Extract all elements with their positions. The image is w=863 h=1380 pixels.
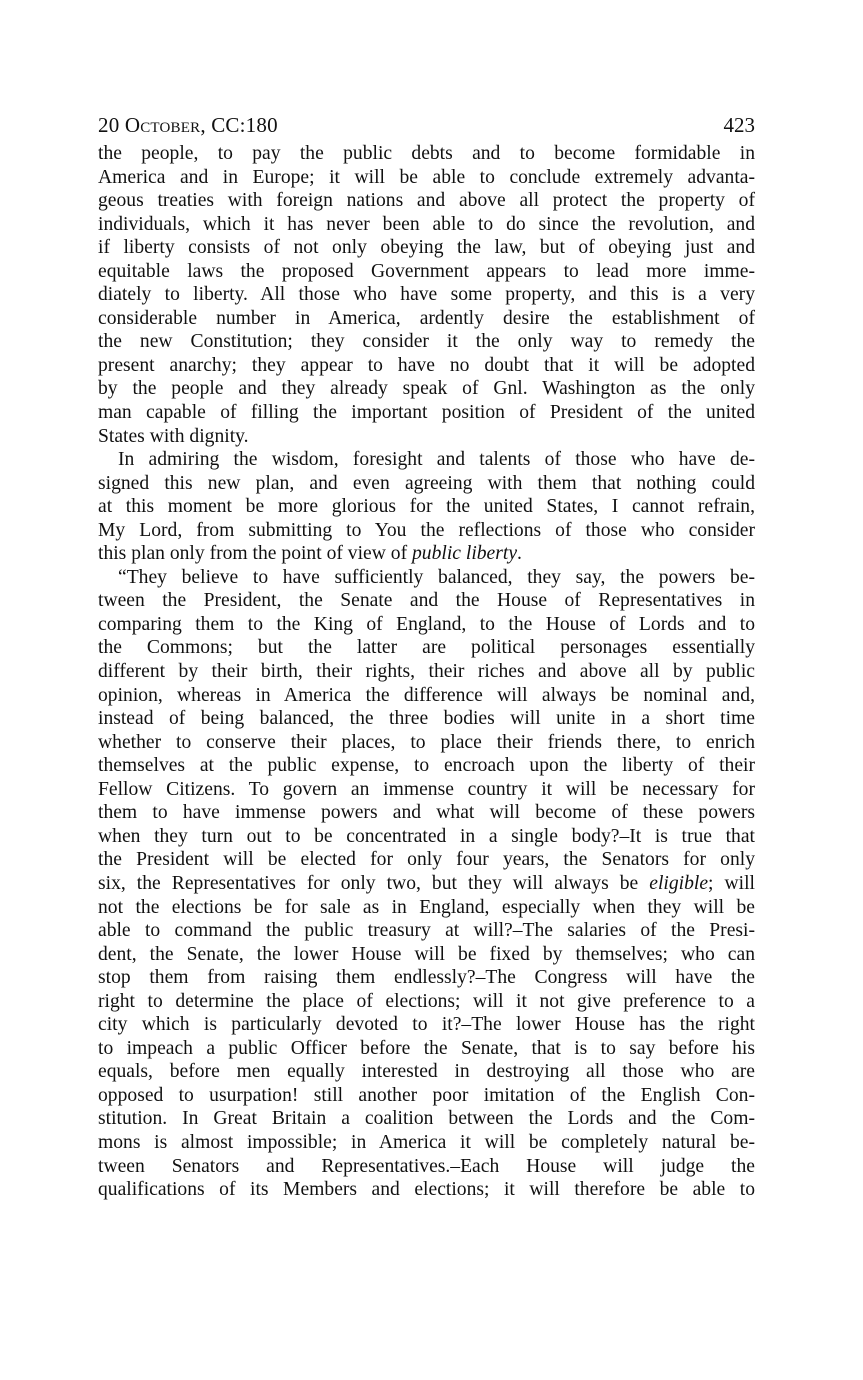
text-line <box>98 825 755 849</box>
text-line <box>98 1060 755 1084</box>
text-segment: equals, before men equally interested in destroying all those who are <box>98 1061 755 1083</box>
text-segment: the new Constitution; they consider it the only way to remedy the <box>98 331 755 353</box>
text-line <box>98 731 755 755</box>
text-segment: States with dignity. <box>98 425 249 447</box>
text-line <box>98 330 755 354</box>
text-segment: man capable of filling the important position of President of the united <box>98 402 755 424</box>
text-line <box>98 1084 755 1108</box>
text-segment: dent, the Senate, the lower House will be fixed by themselves; who can <box>98 943 755 965</box>
text-line <box>98 425 755 449</box>
text-segment: . <box>517 543 522 565</box>
text-segment: six, the Representatives for only two, but they will always be <box>98 872 650 894</box>
text-segment: opposed to usurpation! still another poor imitation of the English Con- <box>98 1084 755 1106</box>
text-segment: right to determine the place of elections; will it not give preference to a <box>98 990 755 1012</box>
book-page <box>98 112 755 1202</box>
text-line <box>98 613 755 637</box>
text-segment: diately to liberty. All those who have some property, and this is a very <box>98 284 755 306</box>
text-segment: city which is particularly devoted to it?–The lower House has the right <box>98 1014 755 1036</box>
running-head <box>98 112 755 142</box>
text-segment: tween the President, the Senate and the House of Representatives in <box>98 590 755 612</box>
text-line <box>98 801 755 825</box>
text-segment: to impeach a public Officer before the Senate, that is to say before his <box>98 1037 755 1059</box>
text-line <box>98 966 755 990</box>
text-line <box>98 872 755 896</box>
text-segment: the Commons; but the latter are political personages essentially <box>98 637 755 659</box>
text-line <box>98 1107 755 1131</box>
text-segment: considerable number in America, ardently desire the establishment of <box>98 307 755 329</box>
text-segment: present anarchy; they appear to have no doubt that it will be adopted <box>98 354 755 376</box>
text-segment: ; will <box>708 872 755 894</box>
page-number: 423 <box>723 113 755 137</box>
text-segment: comparing them to the King of England, to the House of Lords and to <box>98 613 755 635</box>
text-line <box>98 990 755 1014</box>
text-line <box>98 542 755 566</box>
text-line <box>98 377 755 401</box>
text-line <box>98 589 755 613</box>
text-segment: mons is almost impossible; in America it will be completely natural be- <box>98 1131 755 1153</box>
text-line <box>98 684 755 708</box>
text-segment: Fellow Citizens. To govern an immense country it will be necessary for <box>98 778 755 800</box>
text-line <box>98 283 755 307</box>
text-line <box>98 660 755 684</box>
text-segment: geous treaties with foreign nations and above all protect the property of <box>98 190 755 212</box>
text-line <box>98 142 755 166</box>
text-segment: signed this new plan, and even agreeing with them that nothing could <box>98 472 755 494</box>
text-segment: America and in Europe; it will be able to conclude extremely advanta- <box>98 166 755 188</box>
text-line <box>98 636 755 660</box>
text-segment: tween Senators and Representatives.–Each House will judge the <box>98 1155 755 1177</box>
text-line <box>98 943 755 967</box>
text-segment: not the elections be for sale as in England, especially when they will be <box>98 896 755 918</box>
text-line <box>98 519 755 543</box>
text-segment: by the people and they already speak of Gnl. Washington as the only <box>98 378 755 400</box>
text-line <box>98 848 755 872</box>
italic-text-segment: eligible <box>649 872 709 894</box>
text-segment: In admiring the wisdom, foresight and talents of those who have de- <box>118 449 755 471</box>
text-line <box>98 1131 755 1155</box>
text-segment: “They believe to have sufficiently balanced, they say, the powers be- <box>118 566 755 588</box>
text-line <box>98 213 755 237</box>
text-segment: different by their birth, their rights, their riches and above all by public <box>98 661 755 683</box>
body-text <box>98 142 755 1202</box>
text-line <box>98 707 755 731</box>
text-segment: stop them from raising them endlessly?–The Congress will have the <box>98 967 755 989</box>
text-segment: themselves at the public expense, to encroach upon the liberty of their <box>98 755 755 777</box>
text-line <box>98 1178 755 1202</box>
text-segment: equitable laws the proposed Government appears to lead more imme- <box>98 260 755 282</box>
text-segment: My Lord, from submitting to You the reflections of those who consider <box>98 519 755 541</box>
text-line <box>98 495 755 519</box>
text-line <box>98 896 755 920</box>
text-line <box>98 919 755 943</box>
text-line <box>98 236 755 260</box>
text-segment: instead of being balanced, the three bodies will unite in a short time <box>98 708 755 730</box>
text-segment: whether to conserve their places, to place their friends there, to enrich <box>98 731 755 753</box>
text-segment: qualifications of its Members and elections; it will therefore be able to <box>98 1179 755 1201</box>
text-segment: the people, to pay the public debts and to become formidable in <box>98 143 755 164</box>
text-segment: at this moment be more glorious for the united States, I cannot refrain, <box>98 496 755 518</box>
text-segment: this plan only from the point of view of <box>98 543 412 565</box>
text-line <box>98 401 755 425</box>
text-line <box>98 260 755 284</box>
text-line <box>98 778 755 802</box>
italic-text-segment: public liberty <box>412 543 518 565</box>
text-segment: individuals, which it has never been able to do since the revolution, and <box>98 213 755 235</box>
text-line <box>98 1037 755 1061</box>
text-line <box>98 1013 755 1037</box>
text-segment: stitution. In Great Britain a coalition between the Lords and the Com- <box>98 1108 755 1130</box>
text-segment: opinion, whereas in America the difference will always be nominal and, <box>98 684 755 706</box>
text-segment: able to command the public treasury at will?–The salaries of the Presi- <box>98 920 755 942</box>
text-line <box>98 189 755 213</box>
running-head-title: 20 October, CC:180 <box>98 113 278 137</box>
text-segment: if liberty consists of not only obeying the law, but of obeying just and <box>98 237 755 259</box>
text-line <box>98 354 755 378</box>
text-line <box>98 1155 755 1179</box>
text-line <box>98 472 755 496</box>
text-line <box>98 566 755 590</box>
text-line <box>98 448 755 472</box>
text-segment: them to have immense powers and what will become of these powers <box>98 802 755 824</box>
text-line <box>98 754 755 778</box>
text-line <box>98 307 755 331</box>
text-line <box>98 166 755 190</box>
text-segment: the President will be elected for only four years, the Senators for only <box>98 849 755 871</box>
text-segment: when they turn out to be concentrated in a single body?–It is true that <box>98 825 755 847</box>
